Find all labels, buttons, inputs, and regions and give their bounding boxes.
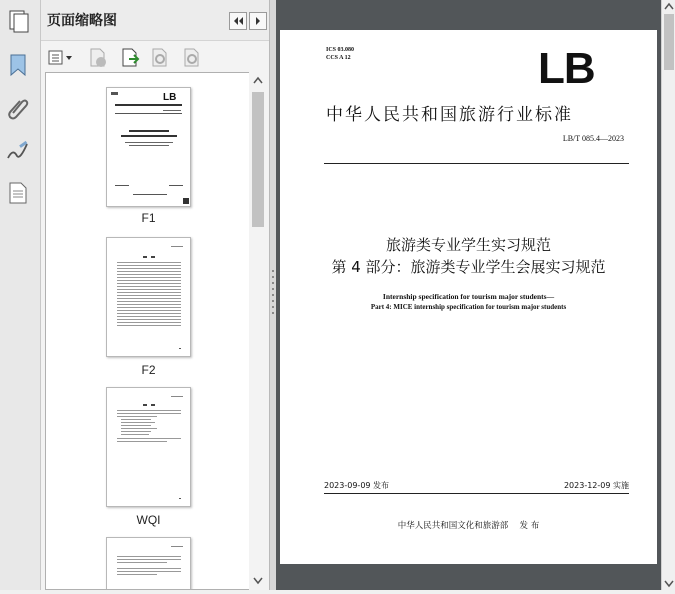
- organization-title: 中华人民共和国旅游行业标准: [326, 105, 573, 125]
- viewer-scrollbar[interactable]: [661, 0, 675, 590]
- page-thumbnail-4[interactable]: [106, 537, 191, 590]
- options-menu-icon[interactable]: [47, 47, 75, 69]
- delete-page-icon[interactable]: [87, 47, 109, 69]
- pages-icon[interactable]: [6, 8, 32, 34]
- thumbnails-panel: [41, 0, 270, 590]
- header-rule: [324, 163, 629, 164]
- signature-icon[interactable]: [5, 138, 31, 164]
- page-thumbnail-1[interactable]: [106, 87, 191, 207]
- navigation-rail: [0, 0, 41, 590]
- ccs-code: CCS A 12: [326, 55, 351, 61]
- bookmark-icon[interactable]: [5, 52, 31, 78]
- title-line-1: 旅游类专业学生实习规范: [385, 236, 551, 254]
- undo-icon[interactable]: [149, 47, 171, 69]
- english-title-line-1: Internship specification for tourism major students—: [382, 292, 555, 301]
- thumbnail-label-3: WQI: [136, 513, 161, 527]
- document-page: [280, 30, 657, 564]
- paperclip-icon[interactable]: [5, 95, 31, 121]
- thumbnail-scrollbar[interactable]: [249, 72, 267, 590]
- lb-logo: LB: [538, 44, 595, 93]
- double-left-arrow-icon[interactable]: [229, 12, 247, 30]
- thumbnail-toolbar: [41, 44, 269, 72]
- page-thumbnail-3[interactable]: [106, 387, 191, 507]
- document-viewer: [276, 0, 661, 590]
- issue-date: 2023-09-09 发布: [324, 481, 390, 490]
- right-arrow-icon[interactable]: [249, 12, 267, 30]
- publisher: 中华人民共和国文化和旅游部 发 布: [397, 521, 540, 531]
- ics-code: ICS 03.080: [326, 47, 355, 53]
- implementation-date: 2023-12-09 实施: [563, 481, 629, 490]
- document-icon[interactable]: [5, 180, 31, 206]
- svg-text:LB: LB: [163, 92, 177, 103]
- panel-title: 页面缩略图: [47, 13, 117, 29]
- title-line-2: 第 4 部分：旅游类专业学生会展实习规范: [331, 258, 606, 276]
- thumbnail-label-2: F2: [141, 363, 156, 377]
- redo-icon[interactable]: [181, 47, 203, 69]
- footer-rule: [324, 493, 629, 494]
- insert-page-icon[interactable]: [119, 47, 141, 69]
- thumbnail-label-1: F1: [141, 211, 156, 225]
- page-thumbnail-2[interactable]: [106, 237, 191, 357]
- panel-header: [41, 0, 269, 41]
- standard-number: LB/T 085.4—2023: [562, 134, 624, 143]
- thumbnail-list: [45, 72, 252, 590]
- english-title-line-2: Part 4: MICE internship specification for tourism major students: [370, 303, 567, 311]
